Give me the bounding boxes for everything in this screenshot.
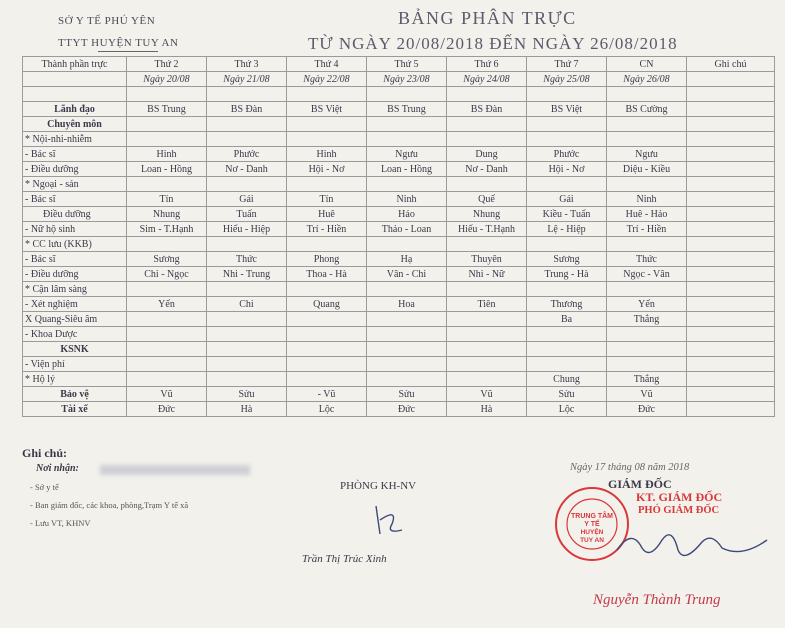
table-cell: Vũ <box>607 387 687 402</box>
table-cell: Thảo - Loan <box>367 222 447 237</box>
table-cell <box>127 357 207 372</box>
note-cell <box>687 102 775 117</box>
signing-date: Ngày 17 tháng 08 năm 2018 <box>570 462 690 473</box>
redacted-text <box>100 465 250 475</box>
table-cell: Tiên <box>447 297 527 312</box>
duty-roster-table <box>22 56 775 417</box>
table-cell <box>367 282 447 297</box>
table-cell <box>127 327 207 342</box>
table-cell <box>447 237 527 252</box>
recipient-item: - Sở y tế <box>30 482 59 492</box>
table-cell: BS Việt <box>527 102 607 117</box>
table-cell: Chi <box>207 297 287 312</box>
table-cell <box>607 177 687 192</box>
note-cell <box>687 237 775 252</box>
note-cell <box>687 252 775 267</box>
table-row <box>23 147 775 162</box>
table-cell <box>207 312 287 327</box>
note-cell <box>687 132 775 147</box>
day-header: Thứ 4 <box>287 57 367 72</box>
note-cell <box>687 207 775 222</box>
table-cell: Thoa - Hà <box>287 267 367 282</box>
director-title: GIÁM ĐỐC <box>608 477 672 491</box>
table-cell <box>287 372 367 387</box>
table-cell <box>447 312 527 327</box>
table-cell <box>527 327 607 342</box>
header-row-dates <box>23 72 775 87</box>
table-row <box>23 342 775 357</box>
recipient-item: - Lưu VT, KHNV <box>30 518 91 528</box>
table-cell <box>207 237 287 252</box>
note-cell <box>687 192 775 207</box>
table-cell <box>607 132 687 147</box>
org-line-2: TTYT HUYỆN TUY AN <box>58 37 179 49</box>
table-cell: Hà <box>447 402 527 417</box>
table-cell: Phong <box>287 252 367 267</box>
table-cell: Hinh <box>127 147 207 162</box>
table-cell: Diệu - Kiều <box>607 162 687 177</box>
table-cell: Hội - Nơ <box>287 162 367 177</box>
table-cell <box>287 357 367 372</box>
table-cell <box>447 372 527 387</box>
table-cell: Hà <box>207 402 287 417</box>
note-cell <box>687 357 775 372</box>
table-cell: Hội - Nơ <box>527 162 607 177</box>
department-signature <box>368 500 408 540</box>
table-cell: Đức <box>367 402 447 417</box>
table-cell <box>607 237 687 252</box>
note-cell <box>687 297 775 312</box>
day-header: Thứ 2 <box>127 57 207 72</box>
table-row <box>23 132 775 147</box>
table-cell <box>527 357 607 372</box>
director-signer-name: Nguyễn Thành Trung <box>593 592 721 608</box>
note-cell <box>687 327 775 342</box>
table-cell: Thương <box>527 297 607 312</box>
recipient-item: - Ban giám đốc, các khoa, phòng,Trạm Y tế xã <box>30 500 189 510</box>
table-cell <box>527 117 607 132</box>
note-cell <box>687 222 775 237</box>
day-header: Thứ 7 <box>527 57 607 72</box>
table-cell: Trí - Hiền <box>607 222 687 237</box>
table-row <box>23 177 775 192</box>
table-cell: Lệ - Hiệp <box>527 222 607 237</box>
kt-director-title: KT. GIÁM ĐỐC <box>636 490 723 504</box>
table-cell <box>127 342 207 357</box>
table-row <box>23 192 775 207</box>
table-cell: BS Đàn <box>207 102 287 117</box>
date-header: Ngày 20/08 <box>127 72 207 87</box>
date-header: Ngày 25/08 <box>527 72 607 87</box>
table-cell <box>367 357 447 372</box>
table-cell: Ngọc - Vân <box>607 267 687 282</box>
table-cell: BS Việt <box>287 102 367 117</box>
table-cell <box>127 312 207 327</box>
table-cell <box>287 327 367 342</box>
table-cell: BS Trung <box>127 102 207 117</box>
table-cell <box>607 117 687 132</box>
table-cell <box>367 372 447 387</box>
table-cell <box>607 327 687 342</box>
row-label: - Điều dưỡng <box>23 162 127 177</box>
table-cell <box>447 117 527 132</box>
table-cell: Chung <box>527 372 607 387</box>
table-cell: Hiếu - Hiệp <box>207 222 287 237</box>
table-cell: Yến <box>127 297 207 312</box>
table-cell: Loan - Hồng <box>367 162 447 177</box>
table-cell <box>447 132 527 147</box>
table-cell <box>287 342 367 357</box>
row-label: - Khoa Dược <box>23 327 127 342</box>
note-cell <box>687 312 775 327</box>
table-cell: Kiều - Tuấn <box>527 207 607 222</box>
row-label: Điều dưỡng <box>23 207 127 222</box>
table-cell: BS Cường <box>607 102 687 117</box>
table-cell: Gái <box>527 192 607 207</box>
table-row <box>23 402 775 417</box>
roster-body <box>23 102 775 417</box>
table-row <box>23 237 775 252</box>
table-cell <box>367 132 447 147</box>
table-cell <box>607 342 687 357</box>
note-cell <box>687 162 775 177</box>
recipients-label: Nơi nhận: <box>36 463 79 474</box>
day-header: Thứ 3 <box>207 57 287 72</box>
date-header: Ngày 26/08 <box>607 72 687 87</box>
table-cell <box>207 327 287 342</box>
table-cell: Trung - Hà <box>527 267 607 282</box>
table-row <box>23 297 775 312</box>
table-cell <box>527 177 607 192</box>
table-cell: Tín <box>287 192 367 207</box>
table-cell: Dung <box>447 147 527 162</box>
table-cell <box>127 132 207 147</box>
table-cell: Vân - Chi <box>367 267 447 282</box>
table-cell: Hảo <box>367 207 447 222</box>
table-cell: Sim - T.Hạnh <box>127 222 207 237</box>
table-cell <box>127 237 207 252</box>
table-row <box>23 222 775 237</box>
row-label: * Hộ lý <box>23 372 127 387</box>
table-cell: Đức <box>607 402 687 417</box>
table-cell: Thức <box>207 252 287 267</box>
table-row <box>23 102 775 117</box>
table-cell: Tín <box>127 192 207 207</box>
table-cell: - Vũ <box>287 387 367 402</box>
table-cell: BS Đàn <box>447 102 527 117</box>
table-cell: Ngưu <box>367 147 447 162</box>
table-cell <box>287 282 367 297</box>
deputy-director-title: PHÓ GIÁM ĐỐC <box>638 505 720 516</box>
table-row <box>23 207 775 222</box>
row-label: Tài xế <box>23 402 127 417</box>
date-header: Ngày 22/08 <box>287 72 367 87</box>
note-cell <box>687 147 775 162</box>
table-cell <box>527 132 607 147</box>
table-cell: Phước <box>527 147 607 162</box>
table-cell: Thuyên <box>447 252 527 267</box>
org-line-1: SỞ Y TẾ PHÚ YÊN <box>58 15 156 27</box>
svg-text:TRUNG TÂM: TRUNG TÂM <box>571 513 613 520</box>
table-cell: Yến <box>607 297 687 312</box>
table-cell: Ninh <box>367 192 447 207</box>
note-cell <box>687 387 775 402</box>
table-cell <box>207 342 287 357</box>
row-label: - Bác sĩ <box>23 192 127 207</box>
table-cell: Loan - Hồng <box>127 162 207 177</box>
spacer-row <box>23 87 775 102</box>
table-cell <box>287 312 367 327</box>
table-cell <box>127 372 207 387</box>
table-cell: Trí - Hiền <box>287 222 367 237</box>
date-header: Ngày 21/08 <box>207 72 287 87</box>
table-row <box>23 312 775 327</box>
row-label: * Ngoại - sản <box>23 177 127 192</box>
table-cell: Thắng <box>607 312 687 327</box>
column-header-members: Thành phần trực <box>23 57 127 72</box>
svg-text:Y TẾ: Y TẾ <box>584 521 600 528</box>
table-cell: Sương <box>127 252 207 267</box>
table-cell <box>127 177 207 192</box>
table-row <box>23 117 775 132</box>
row-label: - Xét nghiệm <box>23 297 127 312</box>
table-row <box>23 327 775 342</box>
table-cell <box>207 357 287 372</box>
table-cell <box>447 327 527 342</box>
table-cell: Thắng <box>607 372 687 387</box>
table-cell <box>287 177 367 192</box>
table-row <box>23 162 775 177</box>
note-cell <box>687 282 775 297</box>
table-cell: Phước <box>207 147 287 162</box>
table-cell <box>287 117 367 132</box>
table-cell <box>367 342 447 357</box>
document-title: BẢNG PHÂN TRỰC <box>398 8 577 28</box>
table-row <box>23 372 775 387</box>
table-cell <box>447 282 527 297</box>
table-cell: Đức <box>127 402 207 417</box>
row-label: - Bác sĩ <box>23 252 127 267</box>
table-row <box>23 267 775 282</box>
day-header: Thứ 6 <box>447 57 527 72</box>
note-cell <box>687 177 775 192</box>
table-cell: Vũ <box>447 387 527 402</box>
table-cell: Sửu <box>367 387 447 402</box>
table-cell <box>447 357 527 372</box>
table-cell: Vũ <box>127 387 207 402</box>
table-cell: Hinh <box>287 147 367 162</box>
table-cell: Lộc <box>287 402 367 417</box>
note-cell <box>687 372 775 387</box>
table-cell: Nơ - Danh <box>207 162 287 177</box>
table-cell: Sửu <box>527 387 607 402</box>
row-label: KSNK <box>23 342 127 357</box>
row-label: Chuyên môn <box>23 117 127 132</box>
table-cell <box>447 177 527 192</box>
table-cell: Nhi - Nữ <box>447 267 527 282</box>
table-cell: Chi - Ngọc <box>127 267 207 282</box>
table-cell <box>207 117 287 132</box>
row-label: * CC lưu (KKB) <box>23 237 127 252</box>
table-cell <box>367 177 447 192</box>
table-cell <box>527 282 607 297</box>
table-cell <box>207 372 287 387</box>
column-header-notes: Ghi chú <box>687 57 775 72</box>
table-cell: Lộc <box>527 402 607 417</box>
table-cell <box>527 342 607 357</box>
table-cell <box>367 117 447 132</box>
table-row <box>23 387 775 402</box>
date-header-blank <box>687 72 775 87</box>
table-cell: Huê <box>287 207 367 222</box>
day-header: Thứ 5 <box>367 57 447 72</box>
note-cell <box>687 402 775 417</box>
department-label: PHÒNG KH-NV <box>340 480 417 492</box>
table-cell <box>607 282 687 297</box>
table-cell: Ninh <box>607 192 687 207</box>
table-cell <box>367 327 447 342</box>
table-cell: Hiếu - T.Hạnh <box>447 222 527 237</box>
date-header-blank <box>23 72 127 87</box>
table-row <box>23 357 775 372</box>
table-cell: BS Trung <box>367 102 447 117</box>
row-label: Bảo vệ <box>23 387 127 402</box>
notes-label: Ghi chú: <box>22 446 68 460</box>
table-cell: Hạ <box>367 252 447 267</box>
table-cell: Ba <box>527 312 607 327</box>
table-cell <box>207 177 287 192</box>
header-row-days <box>23 57 775 72</box>
table-cell: Nhung <box>127 207 207 222</box>
svg-text:TUY AN: TUY AN <box>580 537 604 544</box>
document-subtitle: TỪ NGÀY 20/08/2018 ĐẾN NGÀY 26/08/2018 <box>308 34 678 53</box>
table-cell <box>447 342 527 357</box>
date-header: Ngày 23/08 <box>367 72 447 87</box>
table-cell: Nơ - Danh <box>447 162 527 177</box>
table-cell <box>127 117 207 132</box>
note-cell <box>687 117 775 132</box>
row-label: - Điều dưỡng <box>23 267 127 282</box>
row-label: - Bác sĩ <box>23 147 127 162</box>
table-cell: Gái <box>207 192 287 207</box>
table-cell <box>367 237 447 252</box>
table-cell <box>207 132 287 147</box>
director-signature <box>612 520 772 570</box>
table-cell: Tuấn <box>207 207 287 222</box>
table-cell: Huê - Hảo <box>607 207 687 222</box>
table-cell: Ngưu <box>607 147 687 162</box>
table-cell <box>287 237 367 252</box>
table-cell: Sương <box>527 252 607 267</box>
row-label: - Nữ hộ sinh <box>23 222 127 237</box>
note-cell <box>687 267 775 282</box>
row-label: * Cận lâm sàng <box>23 282 127 297</box>
table-row <box>23 282 775 297</box>
table-cell <box>367 312 447 327</box>
row-label: * Nội-nhi-nhiễm <box>23 132 127 147</box>
table-cell <box>127 282 207 297</box>
row-label: - Viện phí <box>23 357 127 372</box>
table-cell <box>207 282 287 297</box>
row-label: Lãnh đạo <box>23 102 127 117</box>
table-cell: Sửu <box>207 387 287 402</box>
date-header: Ngày 24/08 <box>447 72 527 87</box>
table-row <box>23 252 775 267</box>
department-signer-name: Trần Thị Trúc Xinh <box>302 553 387 565</box>
table-cell <box>607 357 687 372</box>
table-cell <box>527 237 607 252</box>
table-cell: Hoa <box>367 297 447 312</box>
row-label: X Quang-Siêu âm <box>23 312 127 327</box>
table-cell: Nhung <box>447 207 527 222</box>
table-cell <box>287 132 367 147</box>
table-cell: Nhi - Trung <box>207 267 287 282</box>
note-cell <box>687 342 775 357</box>
table-cell: Quang <box>287 297 367 312</box>
svg-text:HUYỆN: HUYỆN <box>580 529 604 536</box>
day-header: CN <box>607 57 687 72</box>
table-cell: Thức <box>607 252 687 267</box>
table-cell: Quế <box>447 192 527 207</box>
